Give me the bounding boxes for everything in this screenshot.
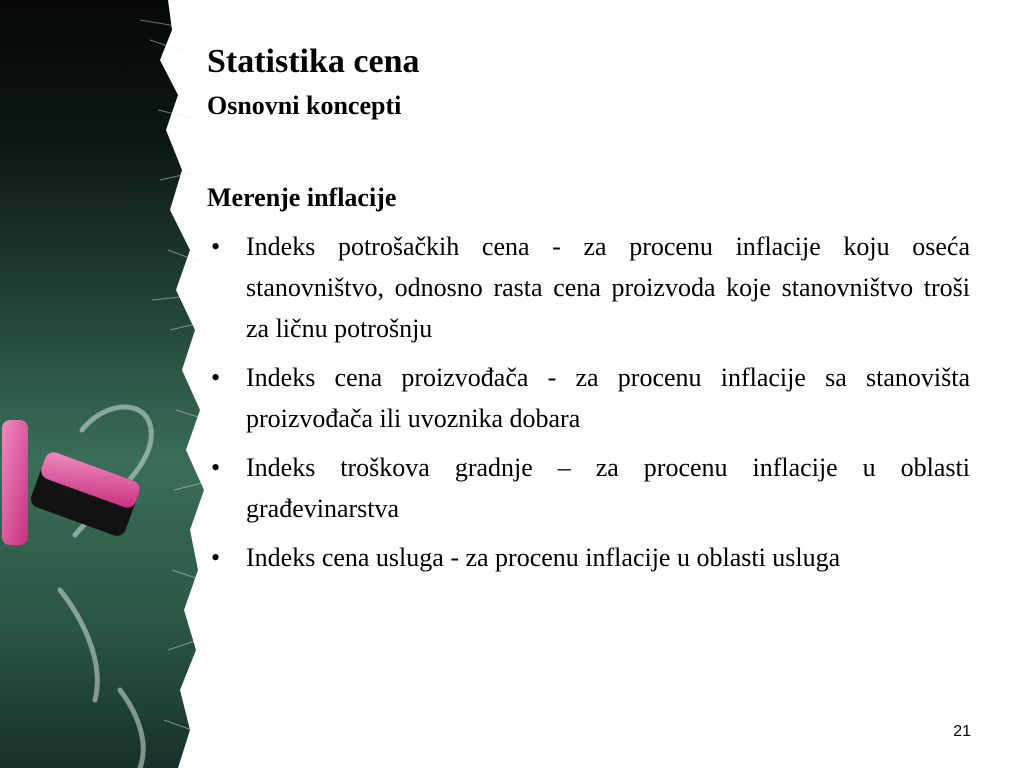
slide-subtitle: Osnovni koncepti xyxy=(207,91,402,120)
section-heading: Merenje inflacije xyxy=(207,183,397,212)
bullet-item xyxy=(207,226,970,349)
bullet-text: Indeks potrošačkih cena - za procenu inflacije koju oseća stanovništvo, odnosno rasta cena proizvoda koje stanovništvo troši za ličnu potrošnju xyxy=(246,232,970,343)
chalk-piece xyxy=(2,420,28,545)
bullet-item xyxy=(207,357,970,439)
bullet-text: Indeks troškova gradnje – za procenu inflacije u oblasti građevinarstva xyxy=(246,453,970,523)
chalkboard-surface xyxy=(0,0,204,768)
bullet-item xyxy=(207,537,970,578)
page-number: 21 xyxy=(953,723,971,740)
bullet-text: Indeks cena usluga - za procenu inflacije u oblasti usluga xyxy=(246,543,841,572)
bullet-item xyxy=(207,447,970,529)
bullet-marker: • xyxy=(211,363,221,392)
slide-title: Statistika cena xyxy=(207,43,420,80)
bullet-marker: • xyxy=(211,453,221,482)
chalkboard-decoration xyxy=(0,0,240,768)
bullet-marker: • xyxy=(211,543,221,572)
bullet-marker: • xyxy=(211,232,221,261)
bullet-list xyxy=(207,226,970,586)
bullet-text: Indeks cena proizvođača - za procenu inflacije sa stanovišta proizvođača ili uvoznika dobara xyxy=(246,363,970,433)
